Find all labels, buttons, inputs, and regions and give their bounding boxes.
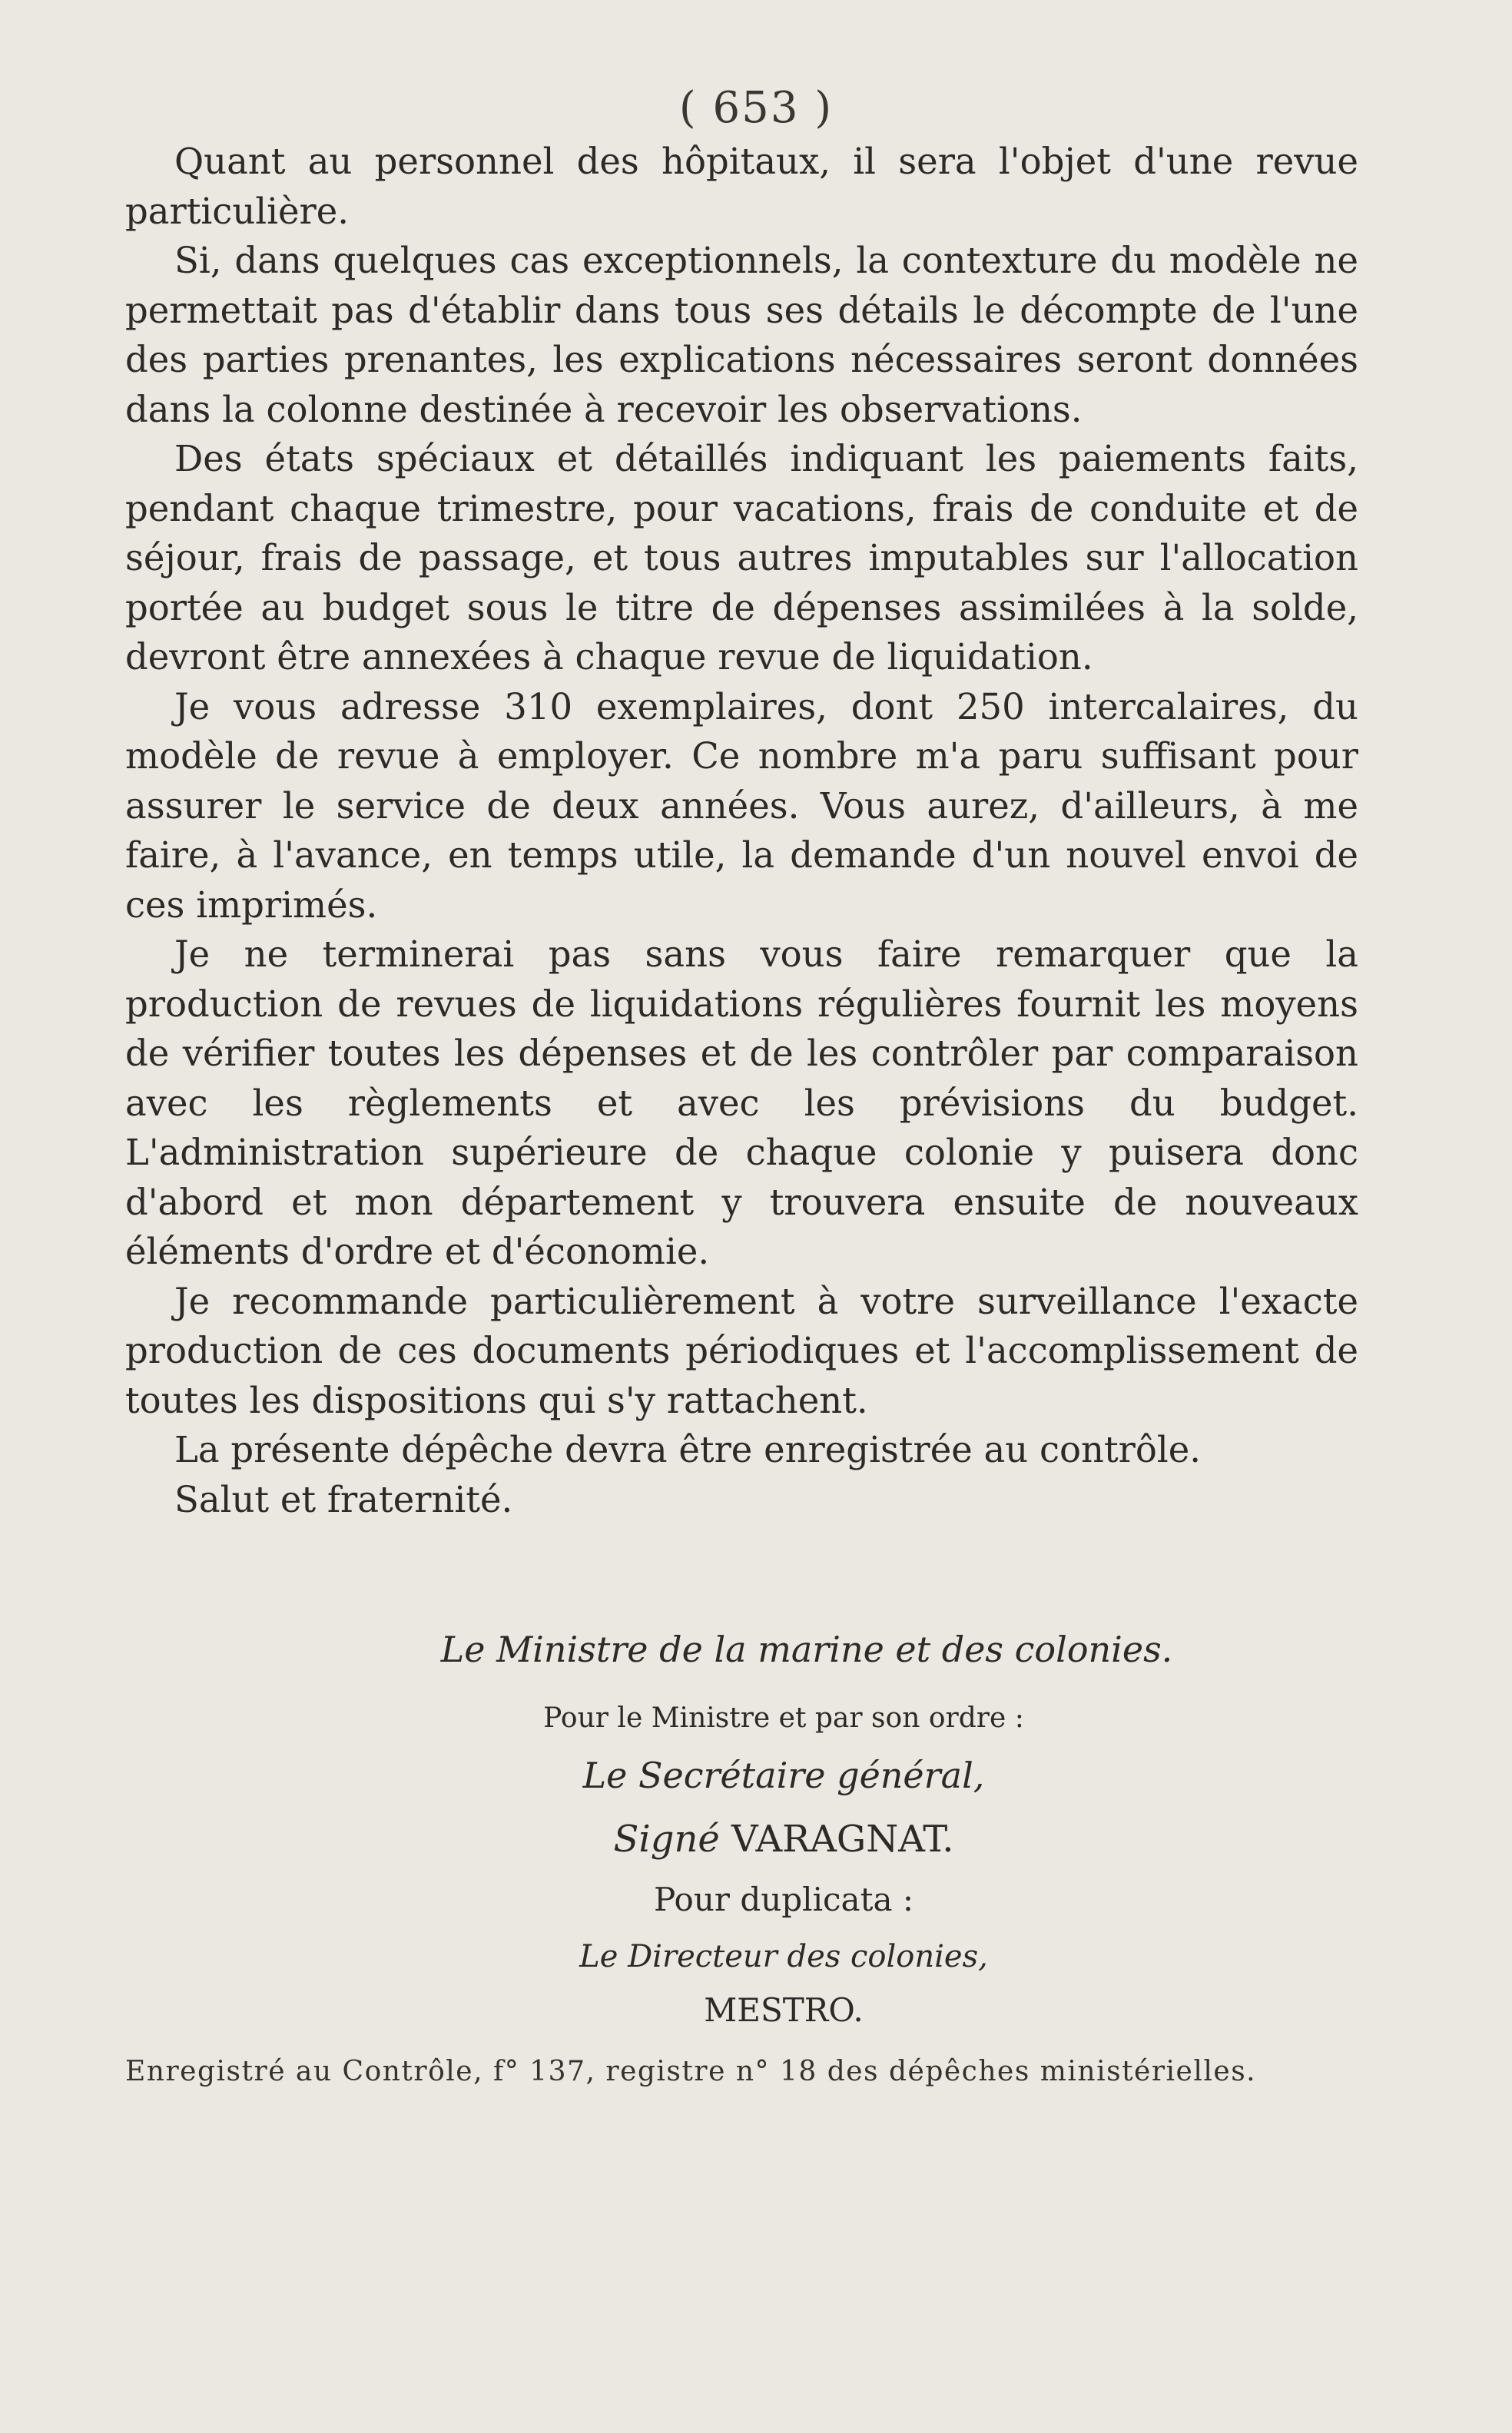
signature-signe bbox=[207, 1818, 1360, 1861]
signature-pour-ordre: Pour le Ministre et par son ordre : bbox=[543, 1702, 1024, 1734]
signature-directeur: Le Directeur des colonies, bbox=[579, 1939, 988, 1974]
registration-note: Enregistré au Contrôle, f° 137, registre n° 18 des dépêches ministérielles. bbox=[125, 2056, 1257, 2087]
paragraph-exemplaires: Je vous adresse 310 exemplaires, dont 250 intercalaires, du modèle de revue à employer. Ce nombre m'a paru suffisant pour assurer le service de deux années. Vous aurez, d'ailleurs, à me faire, à l'avance, en temps utile, la demande d'un nouvel envoi de ces imprimés. bbox=[125, 685, 1358, 926]
page-number: ( 653 ) bbox=[678, 83, 834, 133]
body-text bbox=[125, 137, 1358, 1524]
signature-directeur-name: MESTRO. bbox=[704, 1991, 864, 2029]
signe-word: Signé bbox=[613, 1818, 720, 1861]
paragraph-etats-speciaux: Des états spéciaux et détaillés indiquant les paiements faits, pendant chaque trimestre, pour vacations, frais de conduite et de séjour, frais de passage, et tous autres imputables sur l'allocation portée au budget sous le titre de dépenses assimilées à la solde, devront être annexées à chaque revue de liquidation. bbox=[125, 438, 1358, 678]
paragraph-personnel-hopitaux: Quant au personnel des hôpitaux, il sera l'objet d'une revue particulière. bbox=[125, 141, 1358, 232]
signature-ministre: Le Ministre de la marine et des colonies. bbox=[440, 1629, 1173, 1670]
paragraph-recommandation: Je recommande particulièrement à votre surveillance l'exacte production de ces documents périodiques et l'accomplissement de toutes les dispositions qui s'y rattachent. bbox=[125, 1280, 1358, 1421]
paragraph-salutation: Salut et fraternité. bbox=[174, 1478, 513, 1520]
paragraph-remarque: Je ne terminerai pas sans vous faire remarquer que la production de revues de liquidations régulières fournit les moyens de vérifier toutes les dépenses et de les contrôler par comparaison avec les règlements et avec les prévisions du budget. L'administration supérieure de chaque colonie y puisera donc d'abord et mon département y trouvera ensuite de nouveaux éléments d'ordre et d'économie. bbox=[125, 933, 1358, 1272]
paragraph-enregistrement: La présente dépêche devra être enregistrée au contrôle. bbox=[174, 1429, 1202, 1470]
signe-name: VARAGNAT. bbox=[731, 1818, 954, 1861]
signature-secretaire: Le Secrétaire général, bbox=[582, 1755, 985, 1796]
signature-duplicata: Pour duplicata : bbox=[654, 1881, 914, 1918]
paragraph-cas-exceptionnels: Si, dans quelques cas exceptionnels, la contexture du modèle ne permettait pas d'établir dans tous ses détails le décompte de l'une des parties prenantes, les explications nécessaires seront données dans la colonne destinée à recevoir les observations. bbox=[125, 240, 1358, 430]
